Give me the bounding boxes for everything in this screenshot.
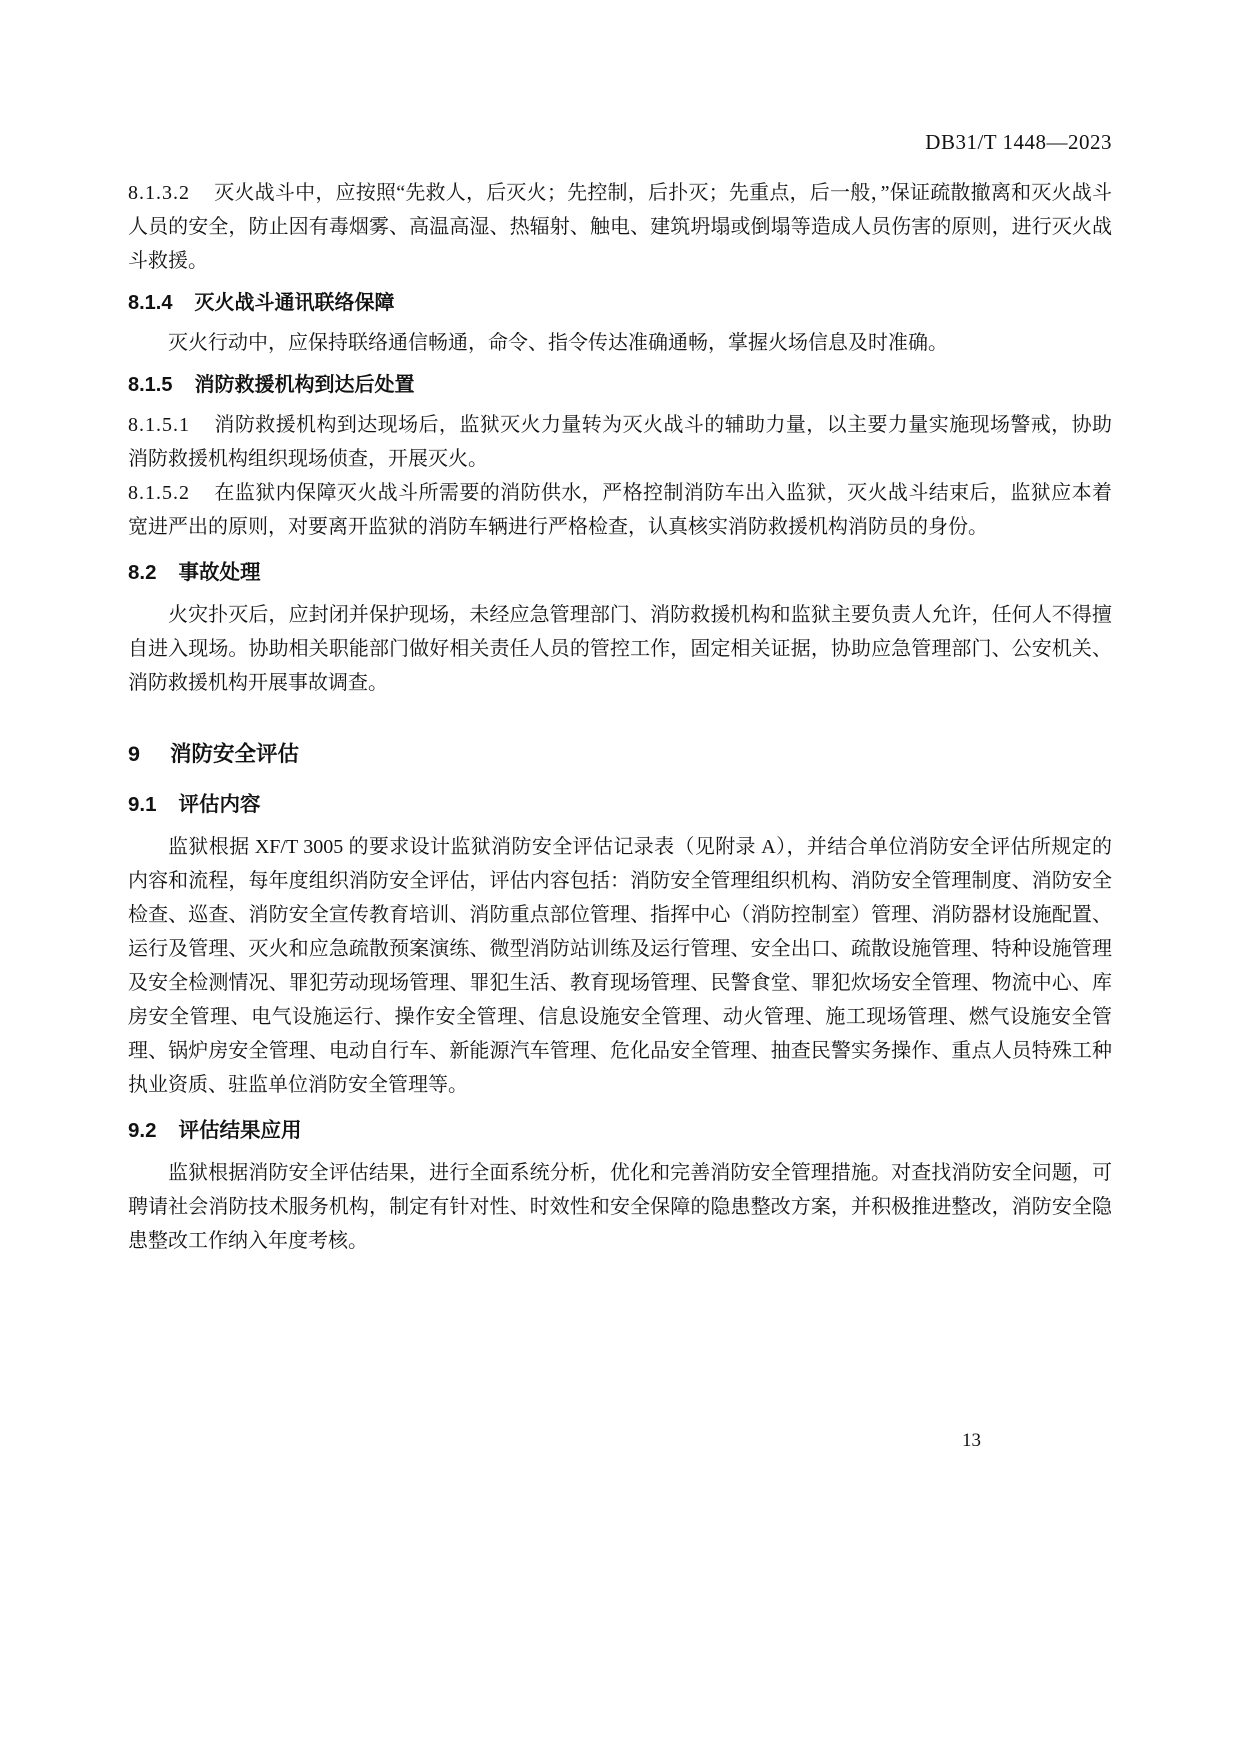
clause-text: 消防救援机构到达现场后，监狱灭火力量转为灭火战斗的辅助力量，以主要力量实施现场警戒，协助消防救援机构组织现场侦查，开展灭火。 <box>128 414 1112 470</box>
page-number: 13 <box>962 1430 981 1451</box>
heading-title: 消防安全评估 <box>169 742 299 766</box>
heading-number: 9.1 <box>128 793 157 816</box>
heading-title: 灭火战斗通讯联络保障 <box>194 292 395 314</box>
heading-9 <box>128 736 1112 772</box>
heading-9-1 <box>128 788 1112 822</box>
heading-8-2 <box>128 556 1112 590</box>
page-header <box>128 130 1112 155</box>
heading-number: 9.2 <box>128 1119 157 1142</box>
clause-text: 灭火战斗中，应按照“先救人，后灭火；先控制，后扑灭；先重点，后一般，”保证疏散撤离和灭火战斗人员的安全，防止因有毒烟雾、高温高湿、热辐射、触电、建筑坍塌或倒塌等造成人员伤害的原则，进行灭火战斗救援。 <box>128 182 1112 272</box>
heading-number: 9 <box>128 742 140 766</box>
heading-title: 消防救援机构到达后处置 <box>194 374 415 396</box>
heading-title: 事故处理 <box>178 561 261 584</box>
clause-8-1-3-2 <box>128 176 1112 278</box>
heading-8-1-4 <box>128 286 1112 320</box>
heading-number: 8.1.4 <box>128 292 173 314</box>
clause-number: 8.1.5.1 <box>128 414 190 436</box>
para-text: 监狱根据 XF/T 3005 的要求设计监狱消防安全评估记录表（见附录 A），并结合单位消防安全评估所规定的内容和流程，每年度组织消防安全评估，评估内容包括：消防安全管理组织机构、消防安全管理制度、消防安全检查、巡查、消防安全宣传教育培训、消防重点部位管理、指挥中心（消防控制室）管理、消防器材设施配置、运行及管理、灭火和应急疏散预案演练、微型消防站训练及运行管理、安全出口、疏散设施管理、特种设施管理及安全检测情况、罪犯劳动现场管理、罪犯生活、教育现场管理、民警食堂、罪犯炊场安全管理、物流中心、库房安全管理、电气设施运行、操作安全管理、信息设施安全管理、动火管理、施工现场管理、燃气设施安全管理、锅炉房安全管理、电动自行车、新能源汽车管理、危化品安全管理、抽查民警实务操作、重点人员特殊工种执业资质、驻监单位消防安全管理等。 <box>128 836 1112 1096</box>
document-body <box>128 176 1112 1258</box>
para-9-2 <box>128 1156 1112 1258</box>
heading-number: 8.1.5 <box>128 374 173 396</box>
para-9-1 <box>128 830 1112 1102</box>
heading-title: 评估结果应用 <box>178 1119 302 1142</box>
heading-8-1-5 <box>128 368 1112 402</box>
clause-8-1-5-1 <box>128 408 1112 476</box>
para-text: 火灾扑灭后，应封闭并保护现场，未经应急管理部门、消防救援机构和监狱主要负责人允许，任何人不得擅自进入现场。协助相关职能部门做好相关责任人员的管控工作，固定相关证据，协助应急管理部门、公安机关、消防救援机构开展事故调查。 <box>128 604 1112 694</box>
clause-number: 8.1.5.2 <box>128 482 190 504</box>
heading-title: 评估内容 <box>178 793 261 816</box>
heading-number: 8.2 <box>128 561 157 584</box>
para-8-2 <box>128 598 1112 700</box>
clause-number: 8.1.3.2 <box>128 182 190 204</box>
heading-9-2 <box>128 1114 1112 1148</box>
clause-text: 在监狱内保障灭火战斗所需要的消防供水，严格控制消防车出入监狱，灭火战斗结束后，监狱应本着宽进严出的原则，对要离开监狱的消防车辆进行严格检查，认真核实消防救援机构消防员的身份。 <box>128 482 1112 538</box>
para-text: 灭火行动中，应保持联络通信畅通，命令、指令传达准确通畅，掌握火场信息及时准确。 <box>168 332 948 354</box>
doc-code: DB31/T 1448—2023 <box>925 130 1112 154</box>
clause-8-1-5-2 <box>128 476 1112 544</box>
para-text: 监狱根据消防安全评估结果，进行全面系统分析，优化和完善消防安全管理措施。对查找消防安全问题，可聘请社会消防技术服务机构，制定有针对性、时效性和安全保障的隐患整改方案，并积极推进整改，消防安全隐患整改工作纳入年度考核。 <box>128 1162 1112 1252</box>
para-8-1-4 <box>128 326 1112 360</box>
